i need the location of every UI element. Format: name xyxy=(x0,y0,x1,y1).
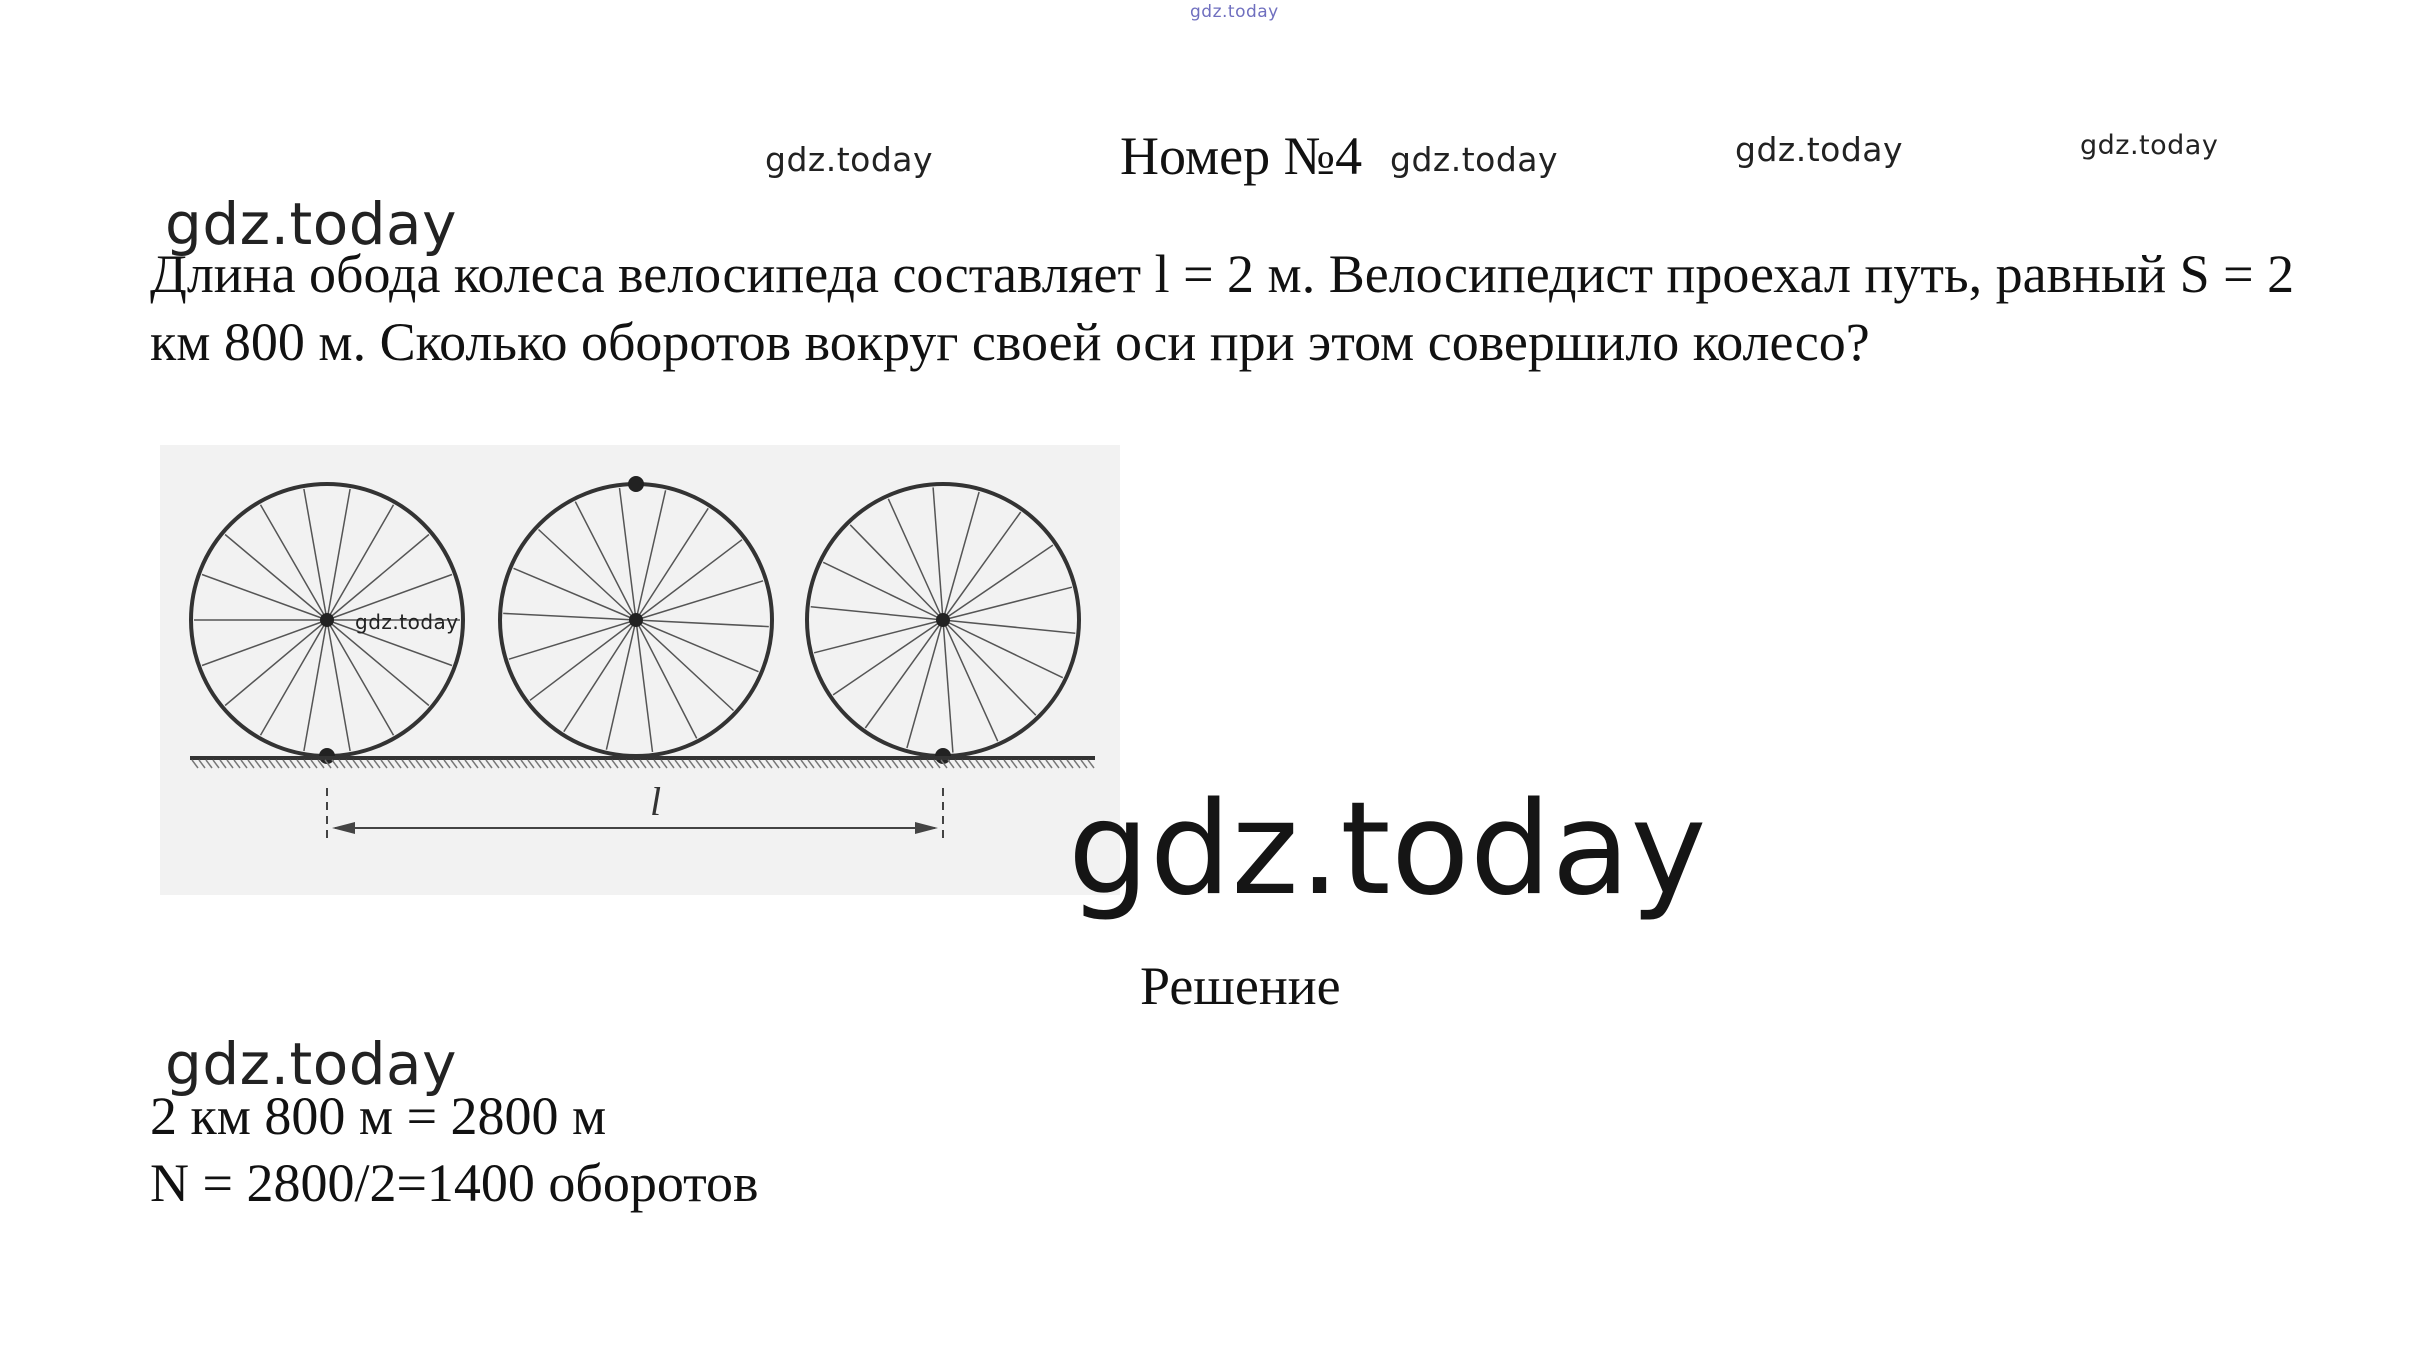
wheel-hub xyxy=(936,613,950,627)
watermark: gdz.today xyxy=(1735,130,1904,169)
rim-marker-dot xyxy=(628,476,644,492)
bicycle-wheels-figure xyxy=(160,445,1120,895)
problem-text: Длина обода колеса велосипеда составляет l = 2 м. Велосипедист проехал путь, равный S = 2 км 800 м. Сколько оборотов вокруг своей оси при этом совершило колесо? xyxy=(150,244,2295,372)
watermark: gdz.today xyxy=(1390,140,1559,179)
watermark: gdz.today xyxy=(165,190,457,258)
solution-line: N = 2800/2=1400 оборотов xyxy=(150,1153,759,1213)
solution-heading: Решение xyxy=(1140,956,1341,1016)
wheel-hub xyxy=(629,613,643,627)
watermark: gdz.today xyxy=(765,140,934,179)
solution-line: 2 км 800 м = 2800 м xyxy=(150,1086,607,1146)
page-title: Номер №4 xyxy=(1120,126,1363,186)
distance-label: l xyxy=(650,779,662,824)
watermark-top: gdz.today xyxy=(1190,2,1279,22)
watermark: gdz.today xyxy=(355,610,459,634)
watermark: gdz.today xyxy=(2080,130,2219,161)
watermark: gdz.today xyxy=(165,1030,457,1098)
wheel-hub xyxy=(320,613,334,627)
watermark-large: gdz.today xyxy=(1068,775,1707,924)
